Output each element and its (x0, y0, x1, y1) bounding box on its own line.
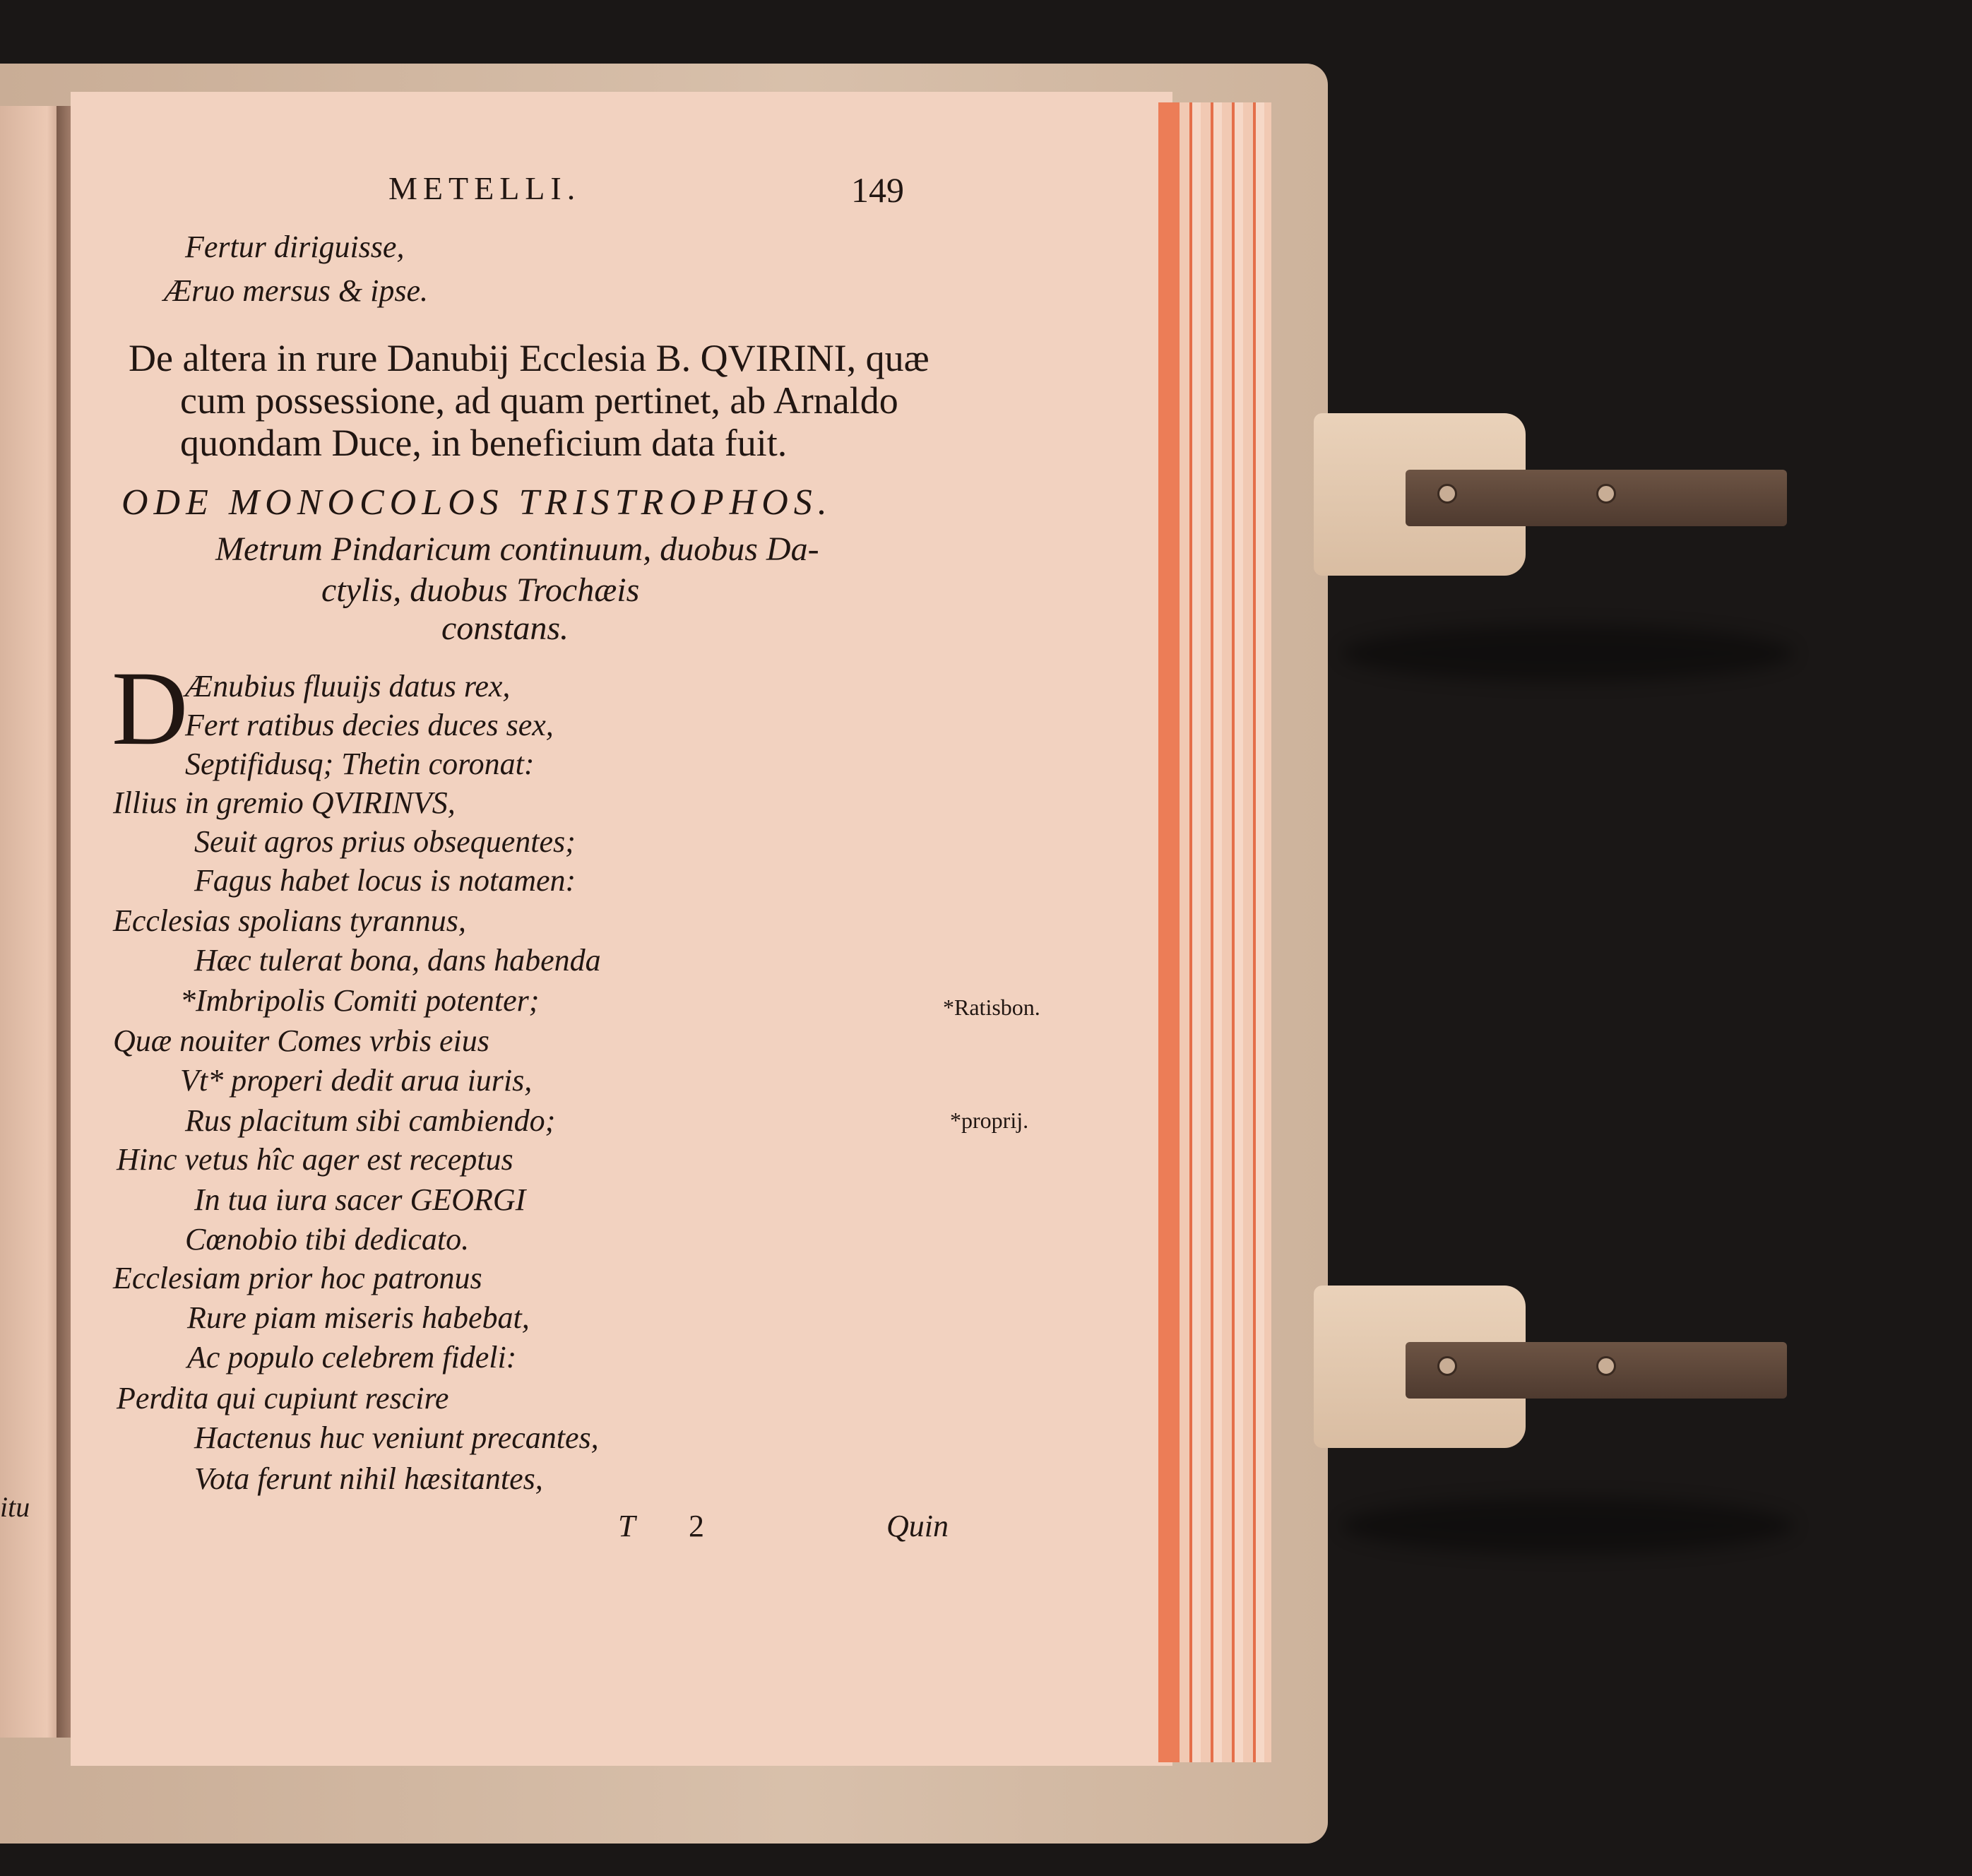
ode-line: Perdita qui cupiunt rescire (117, 1381, 449, 1415)
ode-line: Ecclesias spolians tyrannus, (113, 903, 466, 938)
ode-line: Rus placitum sibi cambiendo; (185, 1103, 556, 1138)
paragraph-line: quondam Duce, in beneficium data fuit. (180, 422, 788, 464)
ode-subtitle-line: constans. (441, 610, 569, 647)
drop-cap: D (112, 650, 189, 767)
signature-number: 2 (689, 1509, 704, 1543)
page-number: 149 (851, 170, 904, 210)
ode-title: ODE MONOCOLOS TRISTROPHOS. (121, 482, 833, 523)
paragraph-line: cum possessione, ad quam pertinet, ab Arnaldo (180, 379, 898, 422)
ode-line: Vt* properi dedit arua iuris, (180, 1063, 533, 1098)
ode-line: Seuit agros prius obsequentes; (194, 824, 576, 859)
ode-line: In tua iura sacer GEORGI (194, 1182, 526, 1217)
verse-line: Fertur diriguisse, (185, 230, 405, 264)
ode-line: Quæ nouiter Comes vrbis eius (113, 1023, 489, 1058)
ode-line: Septifidusq; Thetin coronat: (185, 747, 535, 781)
left-page-fragment: itu (0, 1491, 30, 1523)
paragraph-line: De altera in rure Danubij Ecclesia B. QVIRINI, quæ (129, 337, 929, 379)
ode-line: Rure piam miseris habebat, (187, 1300, 530, 1335)
ode-line: Hinc vetus hîc ager est receptus (117, 1142, 513, 1177)
ode-line: Fert ratibus decies duces sex, (185, 708, 554, 742)
ode-subtitle-line: ctylis, duobus Trochæis (321, 571, 640, 609)
ode-line: Vota ferunt nihil hæsitantes, (194, 1461, 543, 1496)
ode-line: Ænubius fluuijs datus rex, (185, 669, 511, 704)
ode-line: Ecclesiam prior hoc patronus (113, 1261, 482, 1295)
ode-line: Hæc tulerat bona, dans habenda (194, 943, 601, 978)
ode-line: Hactenus huc veniunt precantes, (194, 1420, 599, 1455)
ode-line: Illius in gremio QVIRINVS, (113, 785, 456, 820)
margin-note: *proprij. (950, 1108, 1029, 1133)
ode-line: Ac populo celebrem fideli: (187, 1340, 517, 1375)
ode-line: Cœnobio tibi dedicato. (185, 1222, 470, 1257)
signature-letter: T (618, 1509, 636, 1543)
ode-line: *Imbripolis Comiti potenter; (180, 983, 540, 1018)
running-head: METELLI. (388, 170, 581, 206)
margin-note: *Ratisbon. (943, 995, 1040, 1020)
catchword: Quin (886, 1509, 949, 1543)
verse-line: Æruo mersus & ipse. (164, 273, 429, 308)
ode-line: Fagus habet locus is notamen: (194, 863, 576, 898)
ode-subtitle-line: Metrum Pindaricum continuum, duobus Da- (215, 530, 819, 568)
